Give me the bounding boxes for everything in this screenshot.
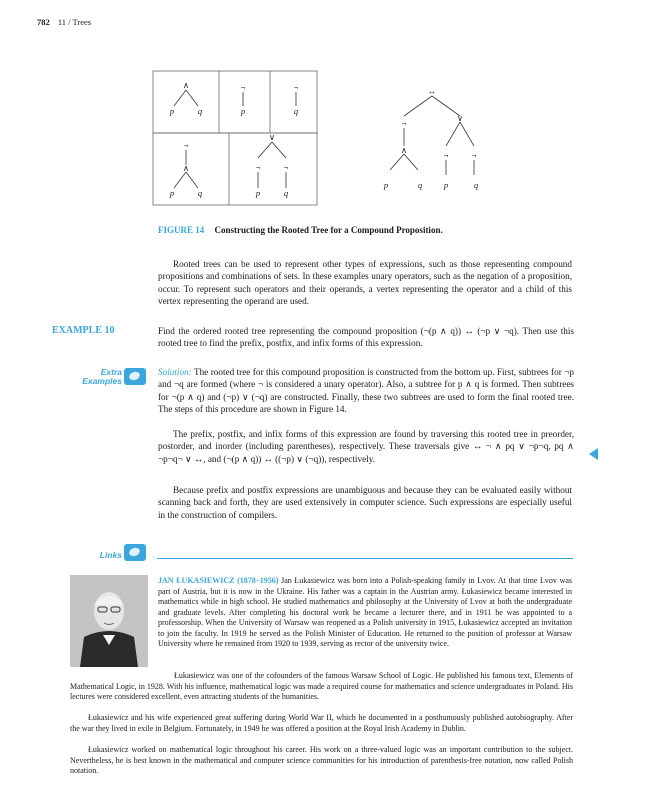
solution-paragraph <box>158 366 574 415</box>
example-text: Find the ordered rooted tree representing the compound proposition (¬(p ∧ q)) ↔ (¬p ∨ ¬q). Then use this rooted tree to find the prefix, postfix, and infix forms of this expression. <box>158 326 574 349</box>
node-not-op: ¬ <box>255 162 261 172</box>
node-not-op: ¬ <box>183 140 189 150</box>
extra-tag-line1: Extra <box>100 367 122 377</box>
extra-tag-line2: Examples <box>82 376 122 386</box>
figure-frame-bottom <box>153 133 317 205</box>
figure-frame-top <box>153 71 317 133</box>
bio-divider <box>157 558 573 559</box>
node-and-op: ∧ <box>400 145 408 155</box>
figure-title: Constructing the Rooted Tree for a Compound Proposition. <box>214 225 443 235</box>
figure-label: FIGURE 14 <box>158 225 205 235</box>
figure-caption <box>158 225 443 235</box>
example-label: EXAMPLE 10 <box>52 325 115 336</box>
node-p: p <box>255 188 261 198</box>
extra-examples-icon[interactable] <box>124 368 146 385</box>
node-and-op: ∧ <box>182 163 190 173</box>
bio-text-1: Jan Łukasiewicz was born into a Polish-speaking family in Lvov. At that time Lvov was part of Austria, but it is now in the Ukraine. His father was a captain in the Austrian army. Łukasiewicz became interested in mathematics while in high school. He studied mathematics and philosophy at the University of Lvov at both the undergraduate and graduate levels. After completing his doctoral work he became a lecturer there, and in 1911 he was appointed to a professorship. When the University of Warsaw was reopened as a Polish university in 1915, Łukasiewicz accepted an invitation to join the faculty. In 1919 he served as the Polish Minister of Education. He returned to the position of professor at Warsaw University where he remained from 1920 to 1939, serving as rector of the university twice. <box>158 576 573 648</box>
node-q: q <box>197 106 203 116</box>
node-q: q <box>197 188 203 198</box>
bio-paragraph-2: Łukasiewicz was one of the cofounders of the famous Warsaw School of Logic. He published his famous text, Elements of Mathematical Logic, in 1928. With his influence, mathematical logic was made a required course for mathematics and science undergraduates in Poland. His lectures were considered excellent, even attracting students of the humanities. <box>70 671 573 701</box>
extra-examples-tag[interactable] <box>80 368 122 386</box>
node-and-op: ∧ <box>182 80 190 90</box>
node-iff-op: ↔ <box>427 86 437 96</box>
links-icon[interactable] <box>124 544 146 561</box>
bio-paragraph-4: Łukasiewicz worked on mathematical logic throughout his career. His work on a three-valued logic was an important contribution to the subject. Nevertheless, he is best known in the mathematical and computer science communities for his introduction of parenthesis-free notation, now called Polish notation. <box>70 745 573 775</box>
node-or-op: ∨ <box>268 132 276 142</box>
node-p: p <box>169 106 175 116</box>
node-p: p <box>443 180 449 190</box>
node-not-op: ¬ <box>293 82 299 92</box>
chapter-title: 11 / Trees <box>57 17 92 27</box>
node-p: p <box>383 180 389 190</box>
node-or-op: ∨ <box>456 113 464 123</box>
bio-name: JAN ŁUKASIEWICZ (1878–1956) <box>158 576 279 585</box>
portrait-illustration <box>70 575 148 667</box>
bio-paragraph-3: Łukasiewicz and his wife experienced great suffering during World War II, which he documented in a posthumously published autobiography. After the war they lived in exile in Belgium. Fortunately, in 1949 he was offered a position at the Royal Irish Academy in Dublin. <box>70 713 573 733</box>
node-p: p <box>169 188 175 198</box>
end-of-example-marker <box>589 448 598 460</box>
node-q: q <box>473 180 479 190</box>
portrait-photo <box>70 575 148 667</box>
node-not-op: ¬ <box>283 162 289 172</box>
solution-paragraph-2: The prefix, postfix, and infix forms of this expression are found by traversing this rooted tree in preorder, postorder, and inorder (including parentheses), respectively. These traversals give ↔ ¬ ∧ pq ∨ ¬p¬q, pq ∧ ¬p¬q¬ ∨ ↔, and (¬(p ∧ q)) ↔ ((¬p) ∨ (¬q)), respectively. <box>158 429 574 464</box>
node-not-op: ¬ <box>240 82 246 92</box>
figure-14 <box>0 0 648 240</box>
node-p: p <box>240 106 246 116</box>
solution-text: The rooted tree for this compound proposition is constructed from the bottom up. First, subtrees for ¬p and ¬q are formed (where ¬ is considered a unary operator). Also, a subtree for p ∧ q is formed. Then subtrees for ¬(p ∧ q) and (¬p) ∨ (¬q) are constructed. Finally, these two subtrees are used to form the final rooted tree. The steps of this procedure are shown in Figure 14. <box>158 367 574 414</box>
node-q: q <box>417 180 423 190</box>
closing-paragraph: Because prefix and postfix expressions are unambiguous and because they can be evaluated easily without scanning back and forth, they are used extensively in computer science. Such expressions are especially useful in the construction of compilers. <box>158 485 572 520</box>
node-not-op: ¬ <box>471 150 477 160</box>
node-q: q <box>293 106 299 116</box>
bio-paragraph-1 <box>158 576 572 650</box>
solution-label: Solution: <box>158 367 192 377</box>
node-not-op: ¬ <box>443 150 449 160</box>
page-number: 782 <box>37 17 50 27</box>
node-q: q <box>283 188 289 198</box>
node-not-op: ¬ <box>401 118 407 128</box>
intro-paragraph: Rooted trees can be used to represent other types of expressions, such as those representing compound propositions and combinations of sets. In these examples unary operators, such as the negation of a proposition, occur. To represent such operators and their operands, a vertex representing the operator and a child of this vertex representing the operand are used. <box>158 259 572 306</box>
links-tag[interactable]: Links <box>99 550 122 560</box>
